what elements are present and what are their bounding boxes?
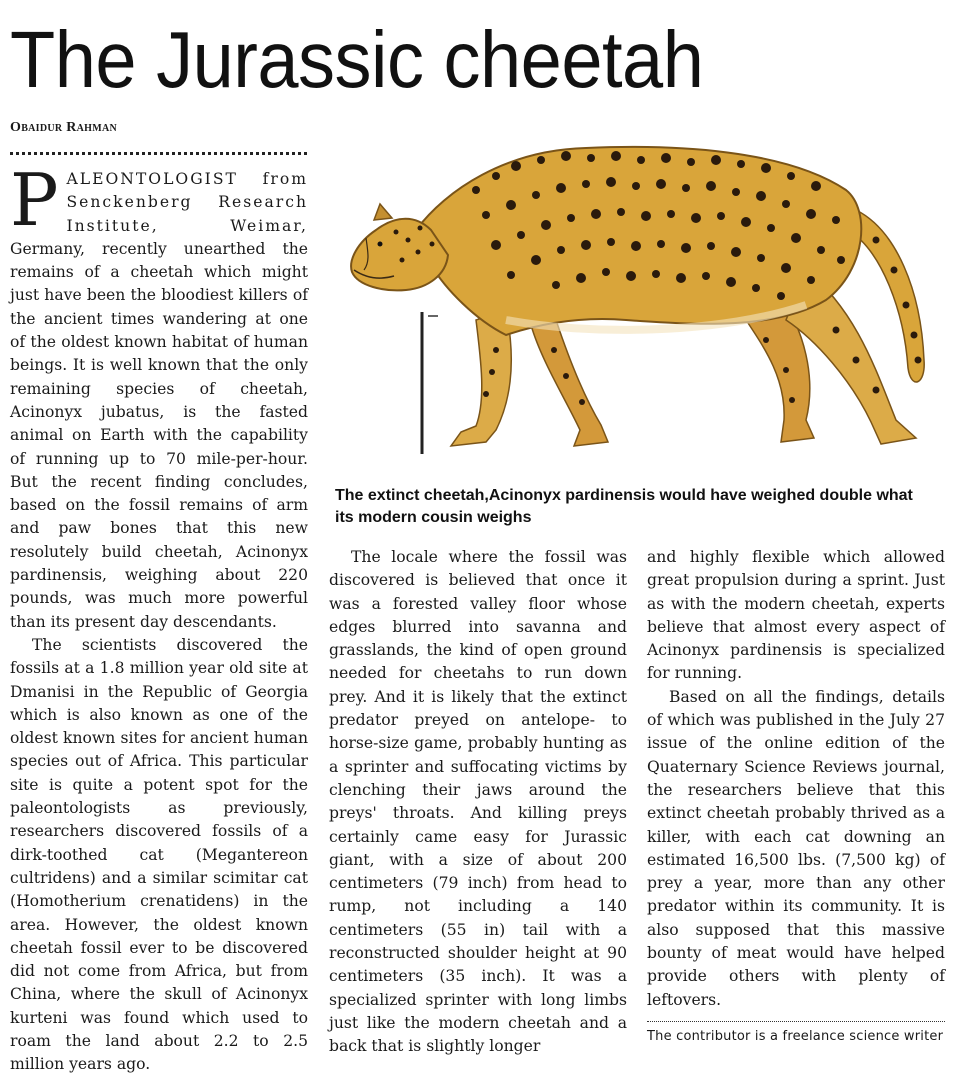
- cheetah-ear: [374, 204, 392, 220]
- byline-divider: [10, 152, 307, 155]
- lead-spaced-text: ALEONTOLOGIST from Senckenberg Research Institute, Weimar,: [66, 170, 308, 235]
- drop-cap: P: [10, 158, 59, 242]
- lead-text: Germany, recently unearthed the remains of a cheetah which might just have been the bloodiest killers of the ancient times wandering at one of the oldest known habitat of human beings. It is well known that the only remaining species of cheetah, Acinonyx jubatus, is the fasted animal on Earth with the capability of running up to 70 mile-per-hour. But the recent finding concludes, based on the fossil remains of arm and paw bones that this new resolutely build cheetah, Acinonyx pardinensis, weighing about 220 pounds, was much more powerful than its present day descendants.: [10, 239, 308, 631]
- cheetah-eye: [378, 242, 383, 247]
- byline: Obaidur Rahman: [10, 120, 118, 135]
- column-3: [647, 546, 945, 1012]
- figure-caption: The extinct cheetah,Acinonyx pardinensis would have weighed double what its modern cousin weighs: [335, 487, 913, 526]
- paragraph-2: The scientists discovered the fossils at a 1.8 million year old site at Dmanisi in the Republic of Georgia which is also known as one of the oldest known sites for ancient human species out of Africa. This particular site is quite a potent spot for the paleontologists as previously, researchers discovered fossils of a dirk-toothed cat (Megantereon cultridens) and a similar scimitar cat (Homotherium crenatidens) in the area. However, the oldest known cheetah fossil ever to be discovered did not come from Africa, but from China, where the skull of Acinonyx kurteni was found which used to roam the land about 2.2 to 2.5 million years ago.: [10, 635, 308, 1074]
- paragraph-5: Based on all the findings, details of which was published in the July 27 issue of the online edition of the Quaternary Science Reviews journal, the researchers believe that this extinct cheetah probably thrived as a killer, with each cat downing an estimated 16,500 lbs. (7,500 kg) of prey a year, more than any other predator within its community. It is also supposed that this massive bounty of meat would have helped provide others with plenty of leftovers.: [647, 687, 945, 1009]
- paragraph-3: The locale where the fossil was discovered is believed that once it was a forested valley floor whose edges blurred into savanna and grasslands, the kind of open ground needed for cheetahs to run down prey. And it is likely that the extinct predator preyed on antelope- to horse-size game, probably hunting as a sprinter and suffocating victims by clenching their jaws around the preys' throats. And killing preys certainly came easy for Jurassic giant, with a size of about 200 centimeters (79 inch) from head to rump, not including a 140 centimeters (55 in) tail with a reconstructed shoulder height at 90 centimeters (35 inch). It was a specialized sprinter with long limbs just like the modern cheetah and a back that is slightly longer: [329, 548, 627, 1056]
- paragraph-4: and highly flexible which allowed great propulsion during a sprint. Just as with the modern cheetah, experts believe that almost every aspect of Acinonyx pardinensis is specialized for running.: [647, 548, 945, 683]
- lead-paragraph: [10, 158, 308, 634]
- footnote-divider: [647, 1021, 945, 1022]
- contributor-note: The contributor is a freelance science writer: [647, 1029, 944, 1044]
- cheetah-front-leg-far: [531, 320, 608, 446]
- cheetah-drawing: [336, 120, 942, 470]
- headline: The Jurassic cheetah: [10, 14, 704, 105]
- column-1: [10, 158, 308, 1077]
- cheetah-illustration: [336, 120, 942, 470]
- column-2: [329, 546, 627, 1059]
